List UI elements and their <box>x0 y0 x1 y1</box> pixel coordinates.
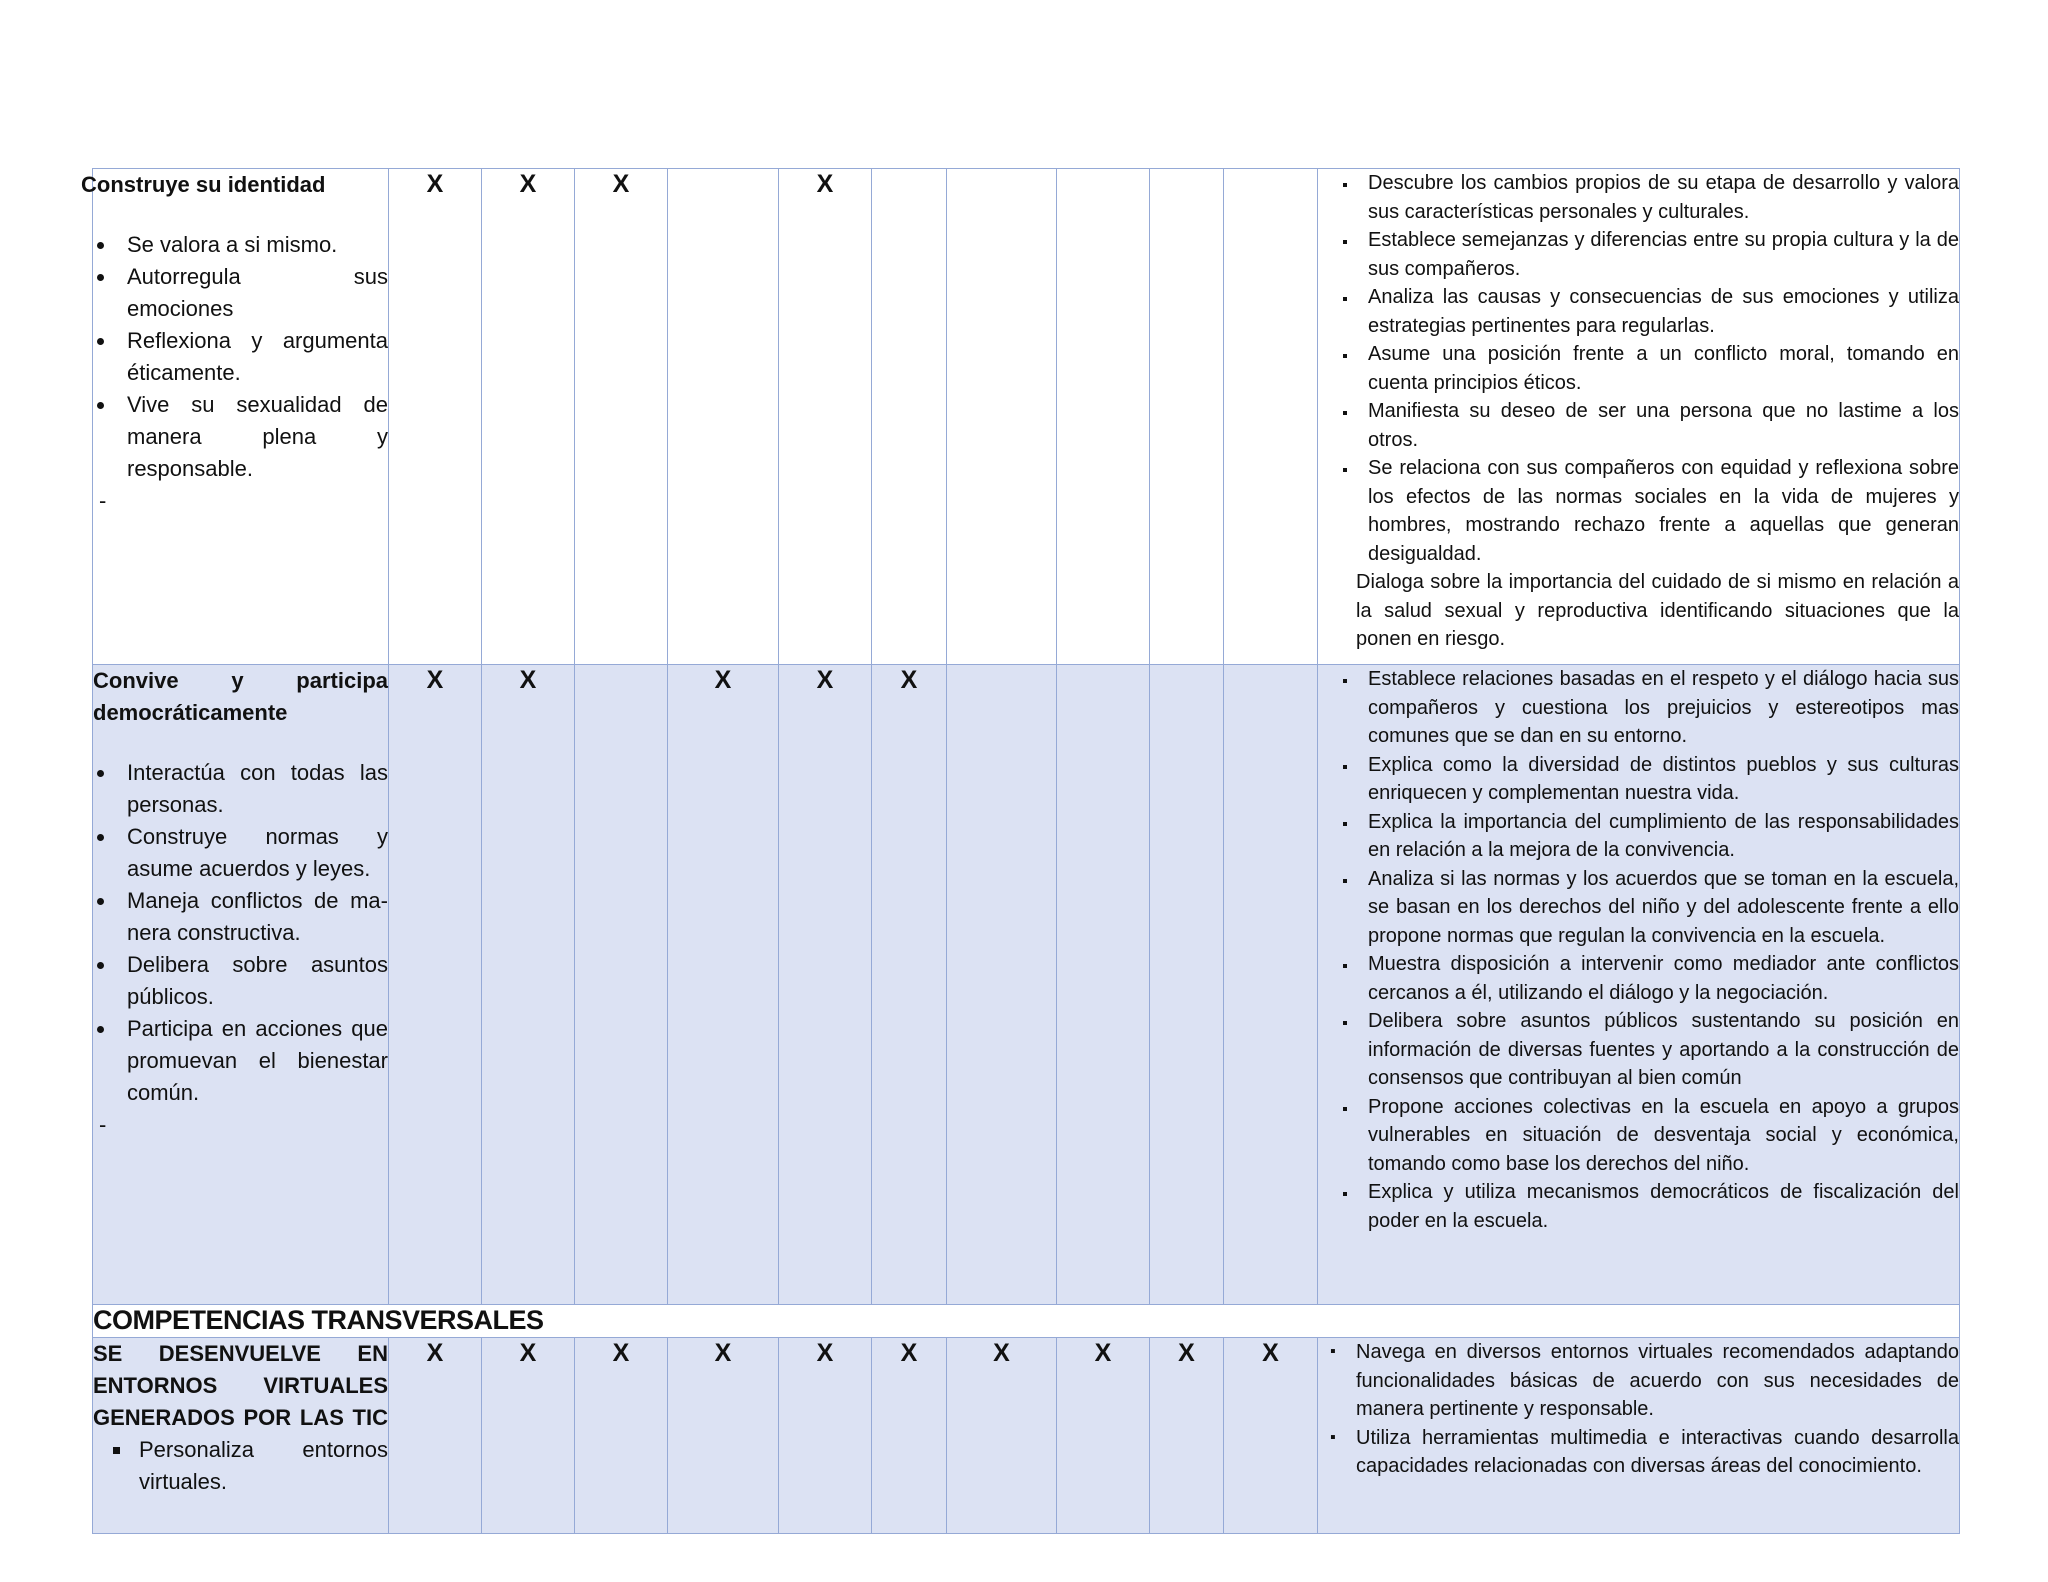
x-mark: X <box>714 666 732 694</box>
mark-cell <box>482 169 575 665</box>
x-mark: X <box>426 1339 444 1367</box>
mark-cell <box>668 169 779 665</box>
capacity-item: • Construye normas y asume acuerdos y leyes. <box>117 821 388 885</box>
x-mark: X <box>816 170 834 198</box>
mark-cell <box>1150 665 1224 1305</box>
mark-cell <box>779 1338 872 1534</box>
x-mark: X <box>816 666 834 694</box>
capacity-item: • Autorregula sus emociones <box>117 261 388 325</box>
mark-cell <box>1057 169 1150 665</box>
capacity-list <box>93 229 388 485</box>
row-entornos-virtuales <box>93 1338 1960 1534</box>
desempeno-item: ▪ Descubre los cambios propios de su etapa de desarrollo y valora sus características personales y culturales. <box>1358 169 1959 226</box>
mark-cell <box>947 1338 1057 1534</box>
row-construye-identidad <box>93 169 1960 665</box>
capacity-item: • Maneja conflictos de ma-nera constructiva. <box>117 885 388 949</box>
mark-cell <box>1057 1338 1150 1534</box>
competencias-table <box>81 168 1960 1534</box>
desempeno-paragraph: Dialoga sobre la importancia del cuidado de si mismo en relación a la salud sexual y reproductiva identificando situaciones que la ponen en riesgo. <box>1356 571 1959 650</box>
desempenos-list <box>1318 665 1959 1235</box>
mark-cell <box>575 1338 668 1534</box>
capacity-list <box>93 757 388 1109</box>
competency-title: Construye su identidad <box>81 172 326 197</box>
competency-title: SE DESENVUELVE EN ENTORNOS VIRTUALES GENERADOS POR LAS TIC <box>93 1341 388 1430</box>
desempeno-item: ▪ Asume una posición frente a un conflicto moral, tomando en cuenta principios éticos. <box>1358 340 1959 397</box>
section-title: COMPETENCIAS TRANSVERSALES <box>93 1305 1960 1338</box>
x-mark: X <box>1094 1339 1112 1367</box>
capacity-item: ▪ Personaliza entornos virtuales. <box>133 1434 388 1498</box>
desempeno-item: ▪ Navega en diversos entornos virtuales recomendados adaptando funcionalidades básicas de acuerdo con sus necesidades de manera pertinente y responsable. <box>1344 1338 1959 1424</box>
mark-cell <box>1224 169 1318 665</box>
mark-cell <box>947 665 1057 1305</box>
x-mark: X <box>426 666 444 694</box>
x-mark: X <box>714 1339 732 1367</box>
x-mark: X <box>1178 1339 1195 1367</box>
desempeno-item: ▪ Manifiesta su deseo de ser una persona que no lastime a los otros. <box>1358 397 1959 454</box>
mark-cell <box>1057 665 1150 1305</box>
capacity-item: • Delibera sobre asuntos públicos. <box>117 949 388 1013</box>
mark-cell <box>575 169 668 665</box>
desempenos-cell <box>1318 1338 1960 1534</box>
x-mark: X <box>816 1339 834 1367</box>
desempeno-item: ▪ Muestra disposición a intervenir como mediador ante conflictos cercanos a él, utilizando el diálogo y la negociación. <box>1358 950 1959 1007</box>
capacity-item: • Reflexiona y argumenta éticamente. <box>117 325 388 389</box>
x-mark: X <box>900 666 918 694</box>
row-section-title <box>93 1305 1960 1338</box>
desempeno-item: ▪ Se relaciona con sus compañeros con equidad y reflexiona sobre los efectos de las normas sociales en la vida de mujeres y hombres, mostrando rechazo frente a aquellas que generan desigualdad. <box>1358 454 1959 568</box>
row-convive-participa <box>93 665 1960 1305</box>
capacity-item: • Participa en acciones que promuevan el bienestar común. <box>117 1013 388 1109</box>
x-mark: X <box>612 170 630 198</box>
desempenos-list <box>1318 1338 1959 1481</box>
competency-cell <box>81 169 389 665</box>
mark-cell <box>389 1338 482 1534</box>
dash-marker: - <box>99 488 107 513</box>
capacity-item: • Se valora a si mismo. <box>117 229 388 261</box>
capacity-item: • Vive su sexualidad de manera plena y responsable. <box>117 389 388 485</box>
mark-cell <box>779 169 872 665</box>
mark-cell <box>668 1338 779 1534</box>
competency-cell <box>93 665 389 1305</box>
desempenos-list <box>1318 169 1959 568</box>
mark-cell <box>389 665 482 1305</box>
desempeno-item: ▪ Utiliza herramientas multimedia e interactivas cuando desarrolla capacidades relacionadas con diversas áreas del conocimiento. <box>1344 1424 1959 1481</box>
mark-cell <box>1224 665 1318 1305</box>
x-mark: X <box>426 170 444 198</box>
mark-cell <box>947 169 1057 665</box>
x-mark: X <box>1262 1339 1279 1367</box>
mark-cell <box>482 1338 575 1534</box>
x-mark: X <box>612 1339 630 1367</box>
mark-cell <box>575 665 668 1305</box>
desempeno-item: ▪ Analiza las causas y consecuencias de sus emociones y utiliza estrategias pertinentes para regularlas. <box>1358 283 1959 340</box>
mark-cell <box>779 665 872 1305</box>
desempeno-item: ▪ Delibera sobre asuntos públicos sustentando su posición en información de diversas fuentes y aportando a la construcción de consensos que contribuyan al bien común <box>1358 1007 1959 1093</box>
x-mark: X <box>519 1339 537 1367</box>
x-mark: X <box>519 170 537 198</box>
mark-cell <box>668 665 779 1305</box>
mark-cell <box>482 665 575 1305</box>
desempeno-item: ▪ Establece relaciones basadas en el respeto y el diálogo hacia sus compañeros y cuestiona los prejuicios y estereotipos mas comunes que se dan en su entorno. <box>1358 665 1959 751</box>
desempenos-cell <box>1318 665 1960 1305</box>
x-mark: X <box>993 1339 1010 1367</box>
dash-marker: - <box>99 1112 107 1137</box>
desempeno-item: ▪ Propone acciones colectivas en la escuela en apoyo a grupos vulnerables en situación de desventaja social y económica, tomando como base los derechos del niño. <box>1358 1093 1959 1179</box>
desempenos-cell <box>1318 169 1960 665</box>
mark-cell <box>872 169 947 665</box>
competency-title: Convive y participa democráticamente <box>93 668 388 725</box>
desempeno-item: ▪ Establece semejanzas y diferencias entre su propia cultura y la de sus compañeros. <box>1358 226 1959 283</box>
x-mark: X <box>900 1339 918 1367</box>
competency-cell <box>93 1338 389 1534</box>
x-mark: X <box>519 666 537 694</box>
mark-cell <box>1150 169 1224 665</box>
mark-cell <box>872 1338 947 1534</box>
desempeno-item: ▪ Explica la importancia del cumplimiento de las responsabilidades en relación a la mejora de la convivencia. <box>1358 808 1959 865</box>
desempeno-item: ▪ Explica como la diversidad de distintos pueblos y sus culturas enriquecen y complementan nuestra vida. <box>1358 751 1959 808</box>
mark-cell <box>389 169 482 665</box>
capacity-list <box>93 1434 388 1498</box>
mark-cell <box>1150 1338 1224 1534</box>
mark-cell <box>872 665 947 1305</box>
desempeno-item: ▪ Analiza si las normas y los acuerdos que se toman en la escuela, se basan en los derechos del niño y del adolescente frente a ello propone normas que regulan la convivencia en la escuela. <box>1358 865 1959 951</box>
capacity-item: • Interactúa con todas las personas. <box>117 757 388 821</box>
mark-cell <box>1224 1338 1318 1534</box>
desempeno-item: ▪ Explica y utiliza mecanismos democráticos de fiscalización del poder en la escuela. <box>1358 1178 1959 1235</box>
